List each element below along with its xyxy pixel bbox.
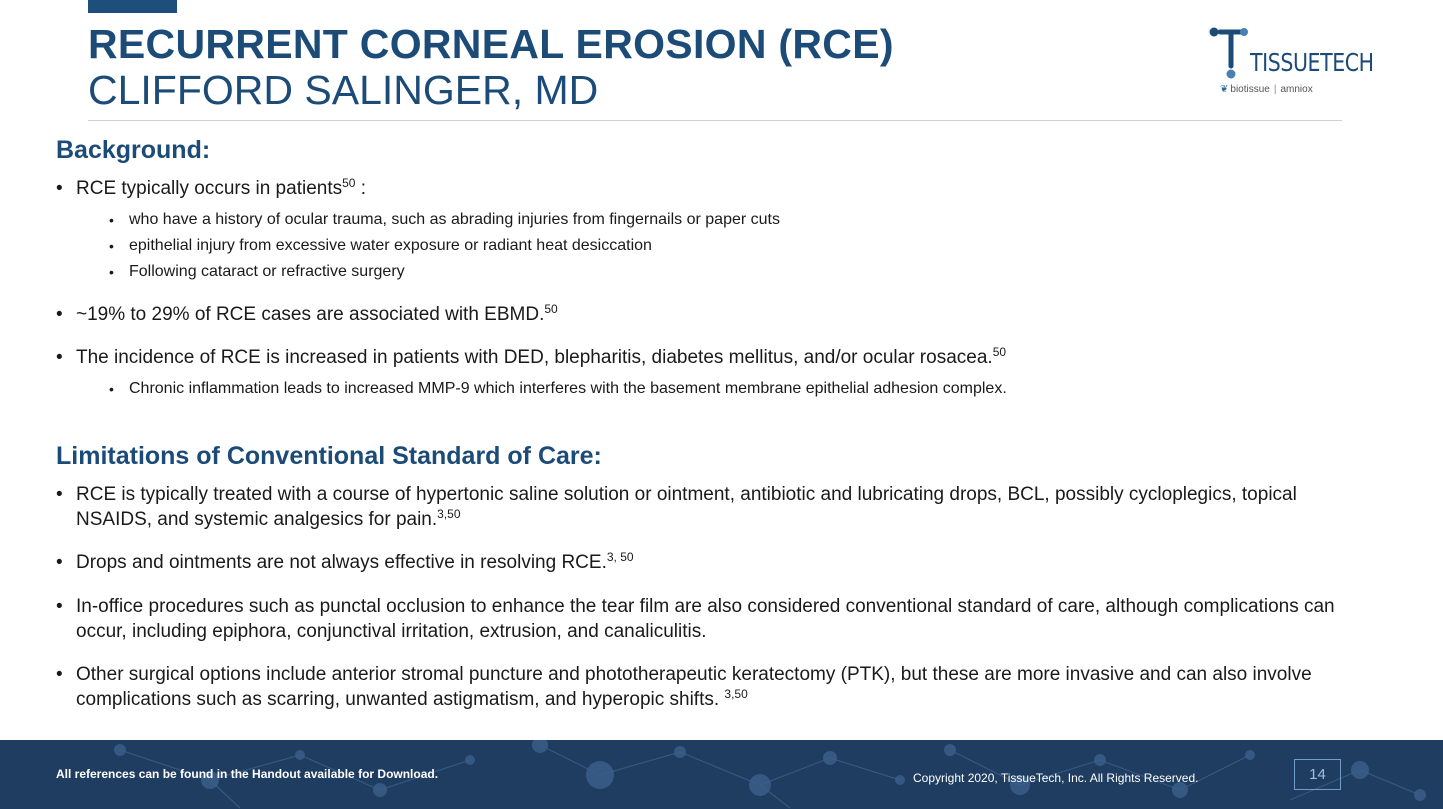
background-bullet-2 xyxy=(56,302,1376,327)
background-heading: Background: xyxy=(56,136,211,164)
background-sub-bullet-4 xyxy=(109,378,1007,400)
title-block xyxy=(88,20,894,112)
sub-bullet-text: who have a history of ocular trauma, such as abrading injuries from fingernails or paper cuts xyxy=(129,211,780,228)
logo-sub-separator: | xyxy=(1273,84,1277,95)
limitations-bullet-3 xyxy=(56,594,1376,644)
sub-bullet-text: Chronic inflammation leads to increased MMP-9 which interferes with the basement membrane epithelial adhesion complex. xyxy=(129,380,1007,397)
leaf-icon: ❦ xyxy=(1220,84,1229,95)
bullet-dot: • xyxy=(56,596,63,617)
citation: 50 xyxy=(992,345,1007,359)
bullet-dot: • xyxy=(56,304,63,325)
background-sub-bullet-2 xyxy=(109,235,652,257)
bullet-text: Other surgical options include anterior stromal puncture and phototherapeutic keratectomy (PTK), but these are more invasive and can also involve complications such as scarring, unwanted astigmatism, and hyperopic shifts. xyxy=(76,664,1312,710)
footer-references-note: All references can be found in the Handout available for Download. xyxy=(56,767,439,781)
background-sub-bullet-3 xyxy=(109,261,405,283)
limitations-bullet-2 xyxy=(56,550,1376,575)
citation: 3,50 xyxy=(724,687,748,701)
citation: 50 xyxy=(544,302,558,316)
footer-copyright: Copyright 2020, TissueTech, Inc. All Rights Reserved. xyxy=(913,771,1199,785)
limitations-bullet-1 xyxy=(56,482,1376,532)
limitations-heading: Limitations of Conventional Standard of Care: xyxy=(56,442,602,470)
bullet-text: RCE is typically treated with a course of hypertonic saline solution or ointment, antibiotic and lubricating drops, BCL, possibly cycloplegics, topical NSAIDS, and systemic analgesics for pain. xyxy=(76,484,1297,530)
bullet-tail: : xyxy=(355,178,367,199)
bullet-text: In-office procedures such as punctal occlusion to enhance the tear film are also considered conventional standard of care, although complications can occur, including epiphora, conjunctival irritation, extrusion, and canaliculitis. xyxy=(76,596,1335,642)
logo-sub-right: amniox xyxy=(1280,84,1313,95)
sub-bullet-text: epithelial injury from excessive water exposure or radiant heat desiccation xyxy=(129,237,652,254)
tissuetech-logo-icon xyxy=(1208,22,1252,82)
title-divider xyxy=(88,120,1342,121)
bullet-dot: • xyxy=(56,178,63,199)
footer-bar xyxy=(0,740,1443,809)
citation: 3,50 xyxy=(437,507,461,521)
limitations-bullet-4 xyxy=(56,662,1376,712)
background-sub-bullet-1 xyxy=(109,209,780,231)
logo-sub-left: biotissue xyxy=(1230,84,1270,95)
slide-subtitle: CLIFFORD SALINGER, MD xyxy=(88,67,599,113)
bullet-text: Drops and ointments are not always effective in resolving RCE. xyxy=(76,552,607,573)
bullet-dot: • xyxy=(56,552,63,573)
sub-bullet-dot: • xyxy=(109,212,114,228)
citation: 3, 50 xyxy=(606,550,634,564)
bullet-text: ~19% to 29% of RCE cases are associated with EBMD. xyxy=(76,304,545,325)
citation: 50 xyxy=(342,176,356,190)
sub-bullet-dot: • xyxy=(109,238,114,254)
bullet-text: The incidence of RCE is increased in patients with DED, blepharitis, diabetes mellitus, and/or ocular rosacea. xyxy=(76,347,993,368)
page-number: 14 xyxy=(1294,759,1341,790)
sub-bullet-text: Following cataract or refractive surgery xyxy=(129,263,405,280)
slide-title: RECURRENT CORNEAL EROSION (RCE) xyxy=(88,21,894,67)
logo-subbrands xyxy=(1220,84,1313,95)
bullet-dot: • xyxy=(56,347,63,368)
bullet-dot: • xyxy=(56,664,63,685)
background-bullet-3 xyxy=(56,345,1376,370)
bullet-dot: • xyxy=(56,484,63,505)
bullet-text: RCE typically occurs in patients xyxy=(76,178,343,199)
top-accent-bar xyxy=(88,0,177,13)
background-bullet-1 xyxy=(56,176,1376,201)
tissuetech-logo xyxy=(1208,22,1374,102)
logo-wordmark: TISSUETECH xyxy=(1250,48,1374,77)
sub-bullet-dot: • xyxy=(109,381,114,397)
sub-bullet-dot: • xyxy=(109,264,114,280)
